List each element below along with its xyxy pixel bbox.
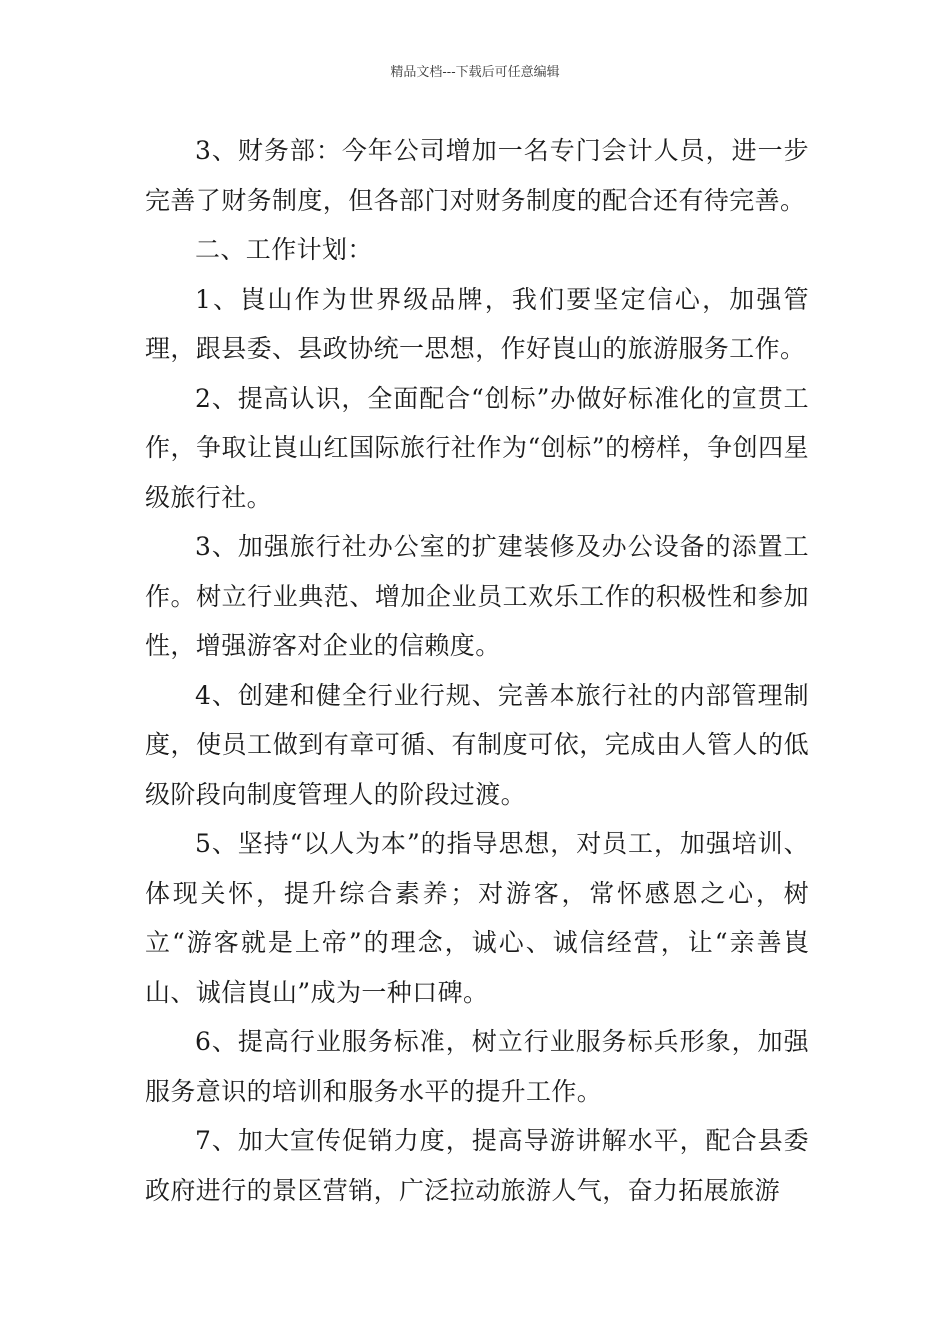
document-body [145, 126, 809, 1215]
paragraph-plan-1: 1、崀山作为世界级品牌，我们要坚定信心，加强管理，跟县委、县政协统一思想，作好崀山的旅游服务工作。 [145, 284, 809, 363]
paragraph-plan-6: 6、提高行业服务标准，树立行业服务标兵形象，加强服务意识的培训和服务水平的提升工作。 [145, 1027, 809, 1106]
paragraph-plan-7: 7、加大宣传促销力度，提高导游讲解水平，配合县委政府进行的景区营销，广泛拉动旅游人气，奋力拓展旅游 [145, 1126, 809, 1205]
section-heading-work-plan: 二、工作计划： [195, 235, 373, 264]
paragraph-plan-3: 3、加强旅行社办公室的扩建装修及办公设备的添置工作。树立行业典范、增加企业员工欢乐工作的积极性和参加性，增强游客对企业的信赖度。 [145, 532, 809, 660]
page-header: 精品文档---下载后可任意编辑 [390, 65, 560, 80]
paragraph-plan-4: 4、创建和健全行业行规、完善本旅行社的内部管理制度，使员工做到有章可循、有制度可依，完成由人管人的低级阶段向制度管理人的阶段过渡。 [145, 680, 809, 809]
paragraph-finance-department: 3、财务部：今年公司增加一名专门会计人员，进一步完善了财务制度，但各部门对财务制度的配合还有待完善。 [145, 136, 809, 215]
paragraph-plan-2: 2、提高认识，全面配合“创标”办做好标准化的宣贯工作，争取让崀山红国际旅行社作为“创标”的榜样，争创四星级旅行社。 [145, 383, 809, 512]
paragraph-plan-5: 5、坚持“以人为本”的指导思想，对员工，加强培训、体现关怀，提升综合素养；对游客，常怀感恩之心，树立“游客就是上帝”的理念，诚心、诚信经营，让“亲善崀山、诚信崀山”成为一种口碑。 [145, 829, 809, 1007]
